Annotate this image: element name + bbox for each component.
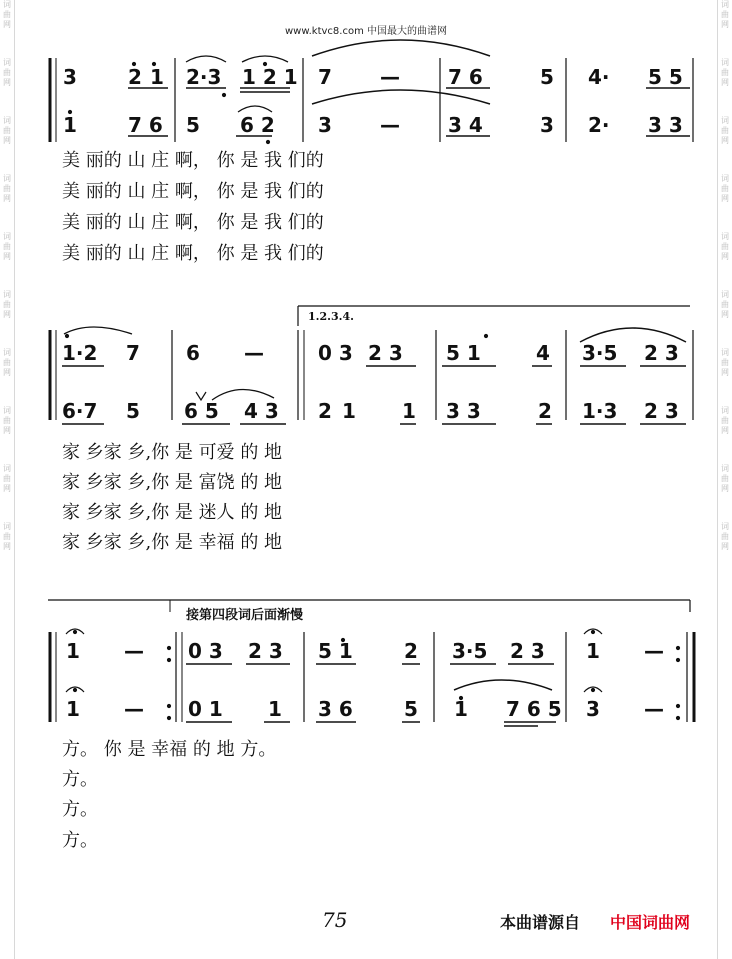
note: — [124,697,144,721]
watermark-char: 网 [3,368,11,377]
note: 7 [318,65,332,89]
watermark-char: 曲 [721,10,729,19]
note: 3 [63,65,77,89]
note: 1 [66,639,80,663]
watermark-char: 网 [721,484,729,493]
note: 1 [402,399,416,423]
watermark-char: 词 [3,58,11,67]
lyric-line: 美 丽的 山 庄 啊， 你 是 我 们的 [62,243,324,264]
note: 3·5 [452,639,488,663]
watermark-char: 网 [3,484,11,493]
watermark-char: 网 [3,310,11,319]
watermark-char: 曲 [721,474,729,483]
note: 1·3 [582,399,618,423]
watermark-char: 曲 [3,300,11,309]
note: 1 [342,399,356,423]
note: 2 3 [368,341,403,365]
watermark-char: 网 [721,310,729,319]
watermark-char: 词 [721,116,729,125]
note: 3·5 [582,341,618,365]
watermark-char: 词 [721,232,729,241]
watermark-char: 曲 [3,358,11,367]
watermark-char: 词 [3,348,11,357]
watermark-char: 曲 [721,416,729,425]
note: 1 [150,65,164,89]
note: 2 [128,65,142,89]
note: 6 2 [240,113,275,137]
watermark-char: 曲 [3,126,11,135]
lyric-line: 方。 你 是 幸福 的 地 方。 [62,739,277,760]
watermark-char: 网 [721,426,729,435]
note: — [244,341,264,365]
note: 1 [586,639,600,663]
note: 7 6 5 [506,697,562,721]
watermark-char: 网 [3,542,11,551]
lyric-line: 家 乡家 乡,你 是 富饶 的 地 [62,472,283,493]
watermark-char: 网 [721,136,729,145]
note: 1 2 1 [242,65,298,89]
note: 1 [63,113,77,137]
note: 7 6 [448,65,483,89]
note: 0 3 [318,341,353,365]
note: 6 5 [184,399,219,423]
note: 5 1 [318,639,353,663]
note: 2 3 [510,639,545,663]
watermark-char: 网 [721,368,729,377]
watermark-char: 网 [721,252,729,261]
note: 2 3 [248,639,283,663]
note: — [124,639,144,663]
lyric-line: 方。 [62,830,98,851]
note: 1 [268,697,282,721]
watermark-char: 词 [3,116,11,125]
note: 6·7 [62,399,98,423]
lyric-line: 美 丽的 山 庄 啊， 你 是 我 们的 [62,181,324,202]
site-header: www.ktvc8.com 中国最大的曲谱网 [284,26,447,37]
note: 1 [66,697,80,721]
watermark-char: 词 [3,290,11,299]
watermark-char: 网 [3,136,11,145]
note: — [644,639,664,663]
note: 4 [536,341,550,365]
watermark-char: 曲 [3,242,11,251]
note: 0 1 [188,697,223,721]
note: 2 [538,399,552,423]
note: 5 [186,113,200,137]
watermark-char: 词 [721,58,729,67]
watermark-char: 词 [3,464,11,473]
watermark-char: 曲 [721,300,729,309]
watermark-char: 曲 [721,358,729,367]
watermark-char: 词 [721,0,729,9]
watermark-char: 网 [3,426,11,435]
watermark-char: 曲 [721,68,729,77]
watermark-char: 词 [721,348,729,357]
note: 3 6 [318,697,353,721]
note: — [380,65,400,89]
watermark-char: 网 [721,542,729,551]
watermark-char: 词 [721,522,729,531]
performance-note: 接第四段词后面渐慢 [186,608,304,623]
note: — [644,697,664,721]
watermark-char: 网 [721,20,729,29]
volta-label: 1.2.3.4. [308,310,354,323]
note: 2· [588,113,610,137]
note: 2 3 [644,341,679,365]
watermark-char: 词 [3,174,11,183]
watermark-char: 词 [721,174,729,183]
lyric-line: 家 乡家 乡,你 是 可爱 的 地 [62,442,283,463]
watermark-char: 网 [3,252,11,261]
watermark-char: 网 [721,194,729,203]
watermark-char: 词 [721,290,729,299]
system-2-notes [62,341,679,423]
note: 3 4 [448,113,483,137]
note: 2·3 [186,65,222,89]
lyric-line: 方。 [62,769,98,790]
note: 7 [126,341,140,365]
watermark-char: 网 [721,78,729,87]
watermark-char: 曲 [721,532,729,541]
source-site-link[interactable]: 中国词曲网 [610,915,691,932]
lyric-line: 方。 [62,799,98,820]
watermark-char: 曲 [3,532,11,541]
note: 7 6 [128,113,163,137]
note: 5 [404,697,418,721]
watermark-char: 曲 [3,474,11,483]
watermark-char: 网 [3,78,11,87]
note: 3 [540,113,554,137]
watermark-char: 曲 [721,184,729,193]
note: 5 [126,399,140,423]
watermark-char: 词 [3,0,11,9]
watermark-char: 曲 [3,68,11,77]
note: 5 5 [648,65,683,89]
note: 3 3 [648,113,683,137]
watermark-char: 曲 [3,10,11,19]
note: — [380,113,400,137]
watermark-char: 词 [3,522,11,531]
lyric-line: 美 丽的 山 庄 啊， 你 是 我 们的 [62,150,324,171]
note: 3 [586,697,600,721]
watermark-char: 词 [3,232,11,241]
note: 2 [318,399,332,423]
note: 0 3 [188,639,223,663]
system-1-notes [63,65,683,137]
note: 2 [404,639,418,663]
lyric-line: 美 丽的 山 庄 啊， 你 是 我 们的 [62,212,324,233]
note: 1 [454,697,468,721]
note: 5 1 [446,341,481,365]
lyric-line: 家 乡家 乡,你 是 幸福 的 地 [62,532,283,553]
watermark-char: 词 [721,406,729,415]
system-3-notes [66,639,664,721]
note: 3 3 [446,399,481,423]
source-label: 本曲谱源自 [500,915,581,932]
note: 2 3 [644,399,679,423]
note: 4· [588,65,610,89]
note: 5 [540,65,554,89]
note: 3 [318,113,332,137]
note: 4 3 [244,399,279,423]
note: 6 [186,341,200,365]
watermark-char: 网 [3,20,11,29]
watermark-char: 曲 [721,242,729,251]
watermark-char: 词 [721,464,729,473]
watermark-char: 曲 [3,416,11,425]
watermark-char: 曲 [3,184,11,193]
watermark-char: 曲 [721,126,729,135]
watermark-char: 词 [3,406,11,415]
lyric-line: 家 乡家 乡,你 是 迷人 的 地 [62,502,283,523]
watermark-char: 网 [3,194,11,203]
page-number: 75 [322,908,348,932]
note: 1·2 [62,341,98,365]
